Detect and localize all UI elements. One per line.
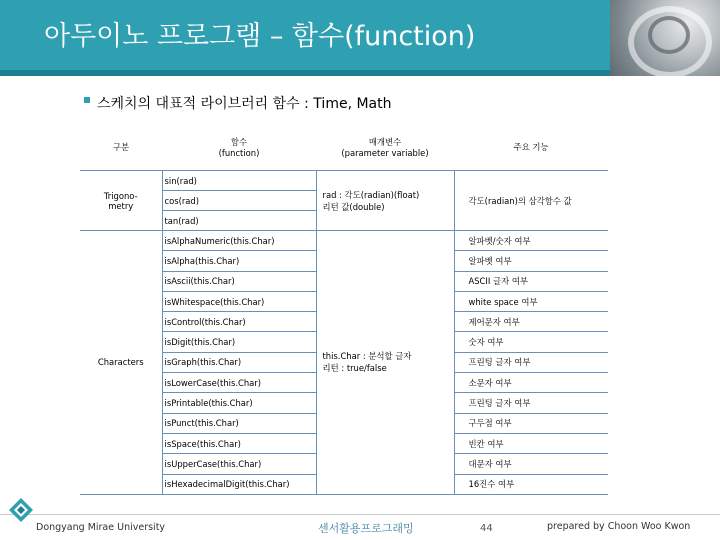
header-param xyxy=(316,124,454,171)
desc-trig: 각도(radian)의 삼각함수 값 xyxy=(454,171,608,231)
function-name: isAscii(this.Char) xyxy=(162,271,316,291)
function-desc: 빈칸 여부 xyxy=(454,433,608,453)
header-param-line1: 매개변수 xyxy=(368,137,402,147)
function-name: isAlphaNumeric(this.Char) xyxy=(162,231,316,251)
function-desc: 프린팅 글자 여부 xyxy=(454,393,608,413)
group-trig xyxy=(80,171,162,231)
group-trig-line2: metry xyxy=(108,200,134,211)
function-desc: 제어문자 여부 xyxy=(454,312,608,332)
function-name: cos(rad) xyxy=(162,191,316,211)
function-desc: 대문자 여부 xyxy=(454,454,608,474)
function-name: isDigit(this.Char) xyxy=(162,332,316,352)
function-desc: 소문자 여부 xyxy=(454,373,608,393)
header-param-line2: (parameter variable) xyxy=(341,148,429,158)
decoration-ring-inner xyxy=(648,16,690,54)
footer-divider xyxy=(0,514,720,515)
header-desc-label: 주요 기능 xyxy=(513,142,549,152)
function-desc: 알파벳 여부 xyxy=(454,251,608,271)
table-row xyxy=(80,171,608,191)
function-name: isUpperCase(this.Char) xyxy=(162,454,316,474)
param-characters-line2: 리턴 : true/false xyxy=(322,363,387,374)
slide-subtitle: 스케치의 대표적 라이브러리 함수 : Time, Math xyxy=(97,96,392,112)
function-desc: 숫자 여부 xyxy=(454,332,608,352)
function-name: isGraph(this.Char) xyxy=(162,352,316,372)
function-desc: 구두점 여부 xyxy=(454,413,608,433)
header-group xyxy=(80,124,162,171)
header-decoration-image xyxy=(610,0,720,76)
group-characters: Characters xyxy=(80,231,162,495)
function-name: isPrintable(this.Char) xyxy=(162,393,316,413)
function-desc: 알파벳/숫자 여부 xyxy=(454,231,608,251)
bullet-icon xyxy=(84,97,90,103)
function-name: isPunct(this.Char) xyxy=(162,413,316,433)
function-name: tan(rad) xyxy=(162,211,316,231)
page-number: 44 xyxy=(480,523,493,534)
university-logo-icon xyxy=(8,497,34,523)
header-group-label: 구분 xyxy=(112,142,130,152)
function-name: isLowerCase(this.Char) xyxy=(162,373,316,393)
slide-title: 아두이노 프로그램 – 함수(function) xyxy=(44,21,476,52)
header-function-line1: 함수 xyxy=(230,137,248,147)
function-desc: white space 여부 xyxy=(454,291,608,311)
footer-author: prepared by Choon Woo Kwon xyxy=(547,521,691,532)
function-name: isSpace(this.Char) xyxy=(162,433,316,453)
function-table xyxy=(80,124,608,495)
header-function-line2: (function) xyxy=(218,148,260,158)
footer-course: 센서활용프로그래밍 xyxy=(318,522,414,535)
function-name: isHexadecimalDigit(this.Char) xyxy=(162,474,316,494)
function-name: isAlpha(this.Char) xyxy=(162,251,316,271)
param-trig-line1: rad : 각도(radian)(float) xyxy=(322,189,420,200)
param-characters-line1: this.Char : 분석할 글자 xyxy=(322,351,412,362)
param-characters xyxy=(316,231,454,495)
header-function xyxy=(162,124,316,171)
function-name: sin(rad) xyxy=(162,171,316,191)
function-name: isWhitespace(this.Char) xyxy=(162,291,316,311)
param-trig xyxy=(316,171,454,231)
function-desc: 프린팅 글자 여부 xyxy=(454,352,608,372)
param-trig-line2: 리턴 값(double) xyxy=(322,201,385,212)
footer-university: Dongyang Mirae University xyxy=(36,522,166,533)
group-trig-line1: Trigono- xyxy=(103,190,138,201)
function-desc: 16진수 여부 xyxy=(454,474,608,494)
header-desc xyxy=(454,124,608,171)
function-desc: ASCII 글자 여부 xyxy=(454,271,608,291)
table-row xyxy=(80,231,608,251)
function-name: isControl(this.Char) xyxy=(162,312,316,332)
